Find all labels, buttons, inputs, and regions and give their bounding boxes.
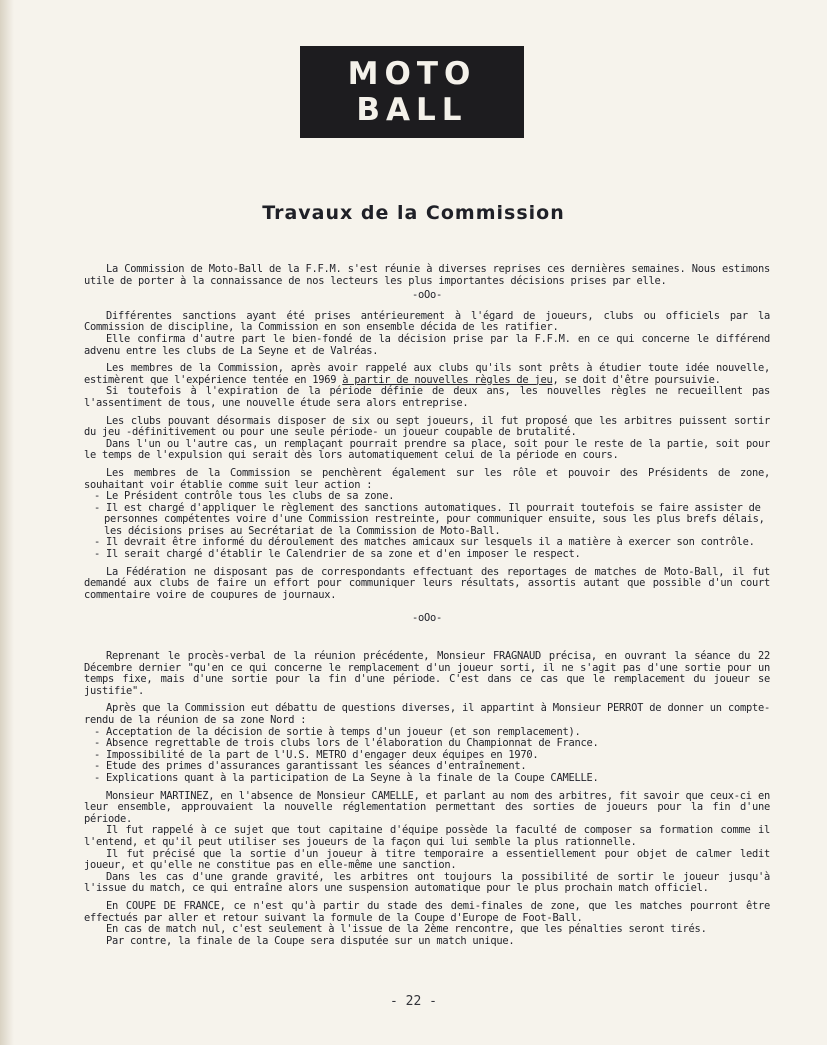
underlined-text: à partir de nouvelles règles de jeu: [342, 373, 553, 386]
paragraph: Dans les cas d'une grande gravité, les arbitres ont toujours la possibilité de sortir le joueur jusqu'à l'issue du match, ce qui entraîne alors une suspension automatique pour le plus prochain match officiel.: [84, 870, 770, 895]
zone-president-list: [84, 491, 770, 561]
paragraph: Si toutefois à l'expiration de la période définie de deux ans, les nouvelles règles ne recueillent pas l'assentiment de tous, une nouvelle étude sera alors entreprise.: [84, 385, 770, 409]
list-item: - Acceptation de la décision de sortie à temps d'un joueur (et son remplacement).: [94, 725, 581, 738]
paragraph: Reprenant le procès-verbal de la réunion précédente, Monsieur FRAGNAUD précisa, en ouvrant la séance du 22 Décembre dernier "qu'en ce qui concerne le remplacement d'un joueur sorti, il ne s'agit pas d'une sortie pour un temps fixe, mais d'une sortie pour la fin d'une période. C'est dans ce cas que le remplacement du joueur se justifie".: [84, 650, 770, 697]
list-item: - Etude des primes d'assurances garantissant les séances d'entraînement.: [94, 760, 527, 773]
paragraph: [84, 363, 770, 386]
paragraph: Les membres de la Commission se penchèrent également sur les rôle et pouvoir des Présidents de zone, souhaitant voir établie comme suit leur action :: [84, 466, 770, 491]
logo-line-1: MOTO: [347, 56, 477, 92]
paragraph: Dans l'un ou l'autre cas, un remplaçant pourrait prendre sa place, soit pour le reste de la partie, soit pour le temps de l'expulsion qui serait dès lors automatiquement celui de la période en cours.: [84, 437, 770, 462]
list-item: - Absence regrettable de trois clubs lors de l'élaboration du Championnat de France.: [94, 737, 599, 750]
paragraph-text: , se doit d'être poursuivie.: [552, 373, 721, 386]
list-item: - Explications quant à la participation de La Seyne à la finale de la Coupe CAMELLE.: [94, 771, 599, 784]
page-number: - 22 -: [390, 994, 437, 1009]
paragraph: Après que la Commission eut débattu de questions diverses, il appartint à Monsieur PERROT de donner un compte-rendu de la réunion de sa zone Nord :: [84, 702, 770, 726]
paragraph: Monsieur MARTINEZ, en l'absence de Monsieur CAMELLE, et parlant au nom des arbitres, fit savoir que ceux-ci en leur ensemble, approuvaient la nouvelle réglementation permettant des sorties de joueurs pour la fin d'une période.: [84, 789, 770, 825]
list-item: - Il devrait être informé du déroulement des matches amicaux sur lesquels il a matière à exercer son contrôle.: [94, 536, 755, 549]
separator: -oOo-: [411, 289, 443, 302]
zone-nord-list: [84, 727, 770, 785]
moto-ball-logo: [300, 46, 524, 138]
list-item: - Impossibilité de la part de l'U.S. METRO d'engager deux équipes en 1970.: [94, 748, 539, 761]
page-edge: [0, 0, 14, 1045]
paragraph: En COUPE DE FRANCE, ce n'est qu'à partir du stade des demi-finales de zone, que les matches pourront être effectués par aller et retour suivant la formule de la Coupe d'Europe de Foot-Ball.: [84, 899, 770, 924]
paragraph: La Commission de Moto-Ball de la F.F.M. s'est réunie à diverses reprises ces dernières semaines. Nous estimons utile de porter à la connaissance de nos lecteurs les plus importantes décisions prises par elle.: [84, 263, 770, 287]
list-item: - Il est chargé d'appliquer le règlement des sanctions automatiques. Il pourrait toutefois se faire assister de personnes compétentes voire d'une Commission restreinte, pour communiquer ensuite, sous les plus brefs délais, les décisions prises au Secrétariat de la Commission de Moto-Ball.: [94, 501, 765, 537]
logo-line-2: BALL: [356, 92, 468, 128]
separator: -oOo-: [411, 612, 443, 625]
paragraph: Il fut rappelé à ce sujet que tout capitaine d'équipe possède la faculté de composer sa formation comme il l'entend, et qu'il peut utiliser ses joueurs de la façon qui lui semble la plus rationnelle.: [84, 824, 770, 848]
paragraph: Différentes sanctions ayant été prises antérieurement à l'égard de joueurs, clubs ou officiels par la Commission de discipline, la Commission en son ensemble décida de les ratifier.: [84, 309, 770, 334]
paragraph: La Fédération ne disposant pas de correspondants effectuant des reportages de matches de Moto-Ball, il fut demandé aux clubs de faire un effort pour communiquer leurs résultats, assortis autant que possible d'un court commentaire voire de coupures de journaux.: [84, 565, 770, 601]
paragraph: En cas de match nul, c'est seulement à l'issue de la 2ème rencontre, que les pénalties seront tirés.: [106, 923, 707, 936]
paragraph: Les clubs pouvant désormais disposer de six ou sept joueurs, il fut proposé que les arbitres puissent sortir du jeu -définitivement ou pour une seule période- un joueur coupable de brutalité.: [84, 414, 770, 439]
list-item: - Il serait chargé d'établir le Calendrier de sa zone et d'en imposer le respect.: [94, 548, 581, 561]
paragraph-text: Les membres de la Commission, après avoir rappelé aux clubs qu'ils sont prêts à étudier toute idée nouvelle, estimèrent que l'expérience tentée en 1969: [84, 362, 770, 386]
paragraph: Par contre, la finale de la Coupe sera disputée sur un match unique.: [106, 934, 515, 947]
page-title: Travaux de la Commission: [262, 202, 565, 224]
paragraph: Il fut précisé que la sortie d'un joueur à titre temporaire a essentiellement pour objet de calmer ledit joueur, et qu'elle ne constitue pas en elle-même une sanction.: [84, 847, 770, 872]
list-item: - Le Président contrôle tous les clubs de sa zone.: [94, 490, 395, 503]
article-body: [84, 264, 770, 947]
paragraph: Elle confirma d'autre part le bien-fondé de la décision prise par la F.F.M. en ce qui concerne le différend advenu entre les clubs de La Seyne et de Valréas.: [84, 332, 770, 357]
